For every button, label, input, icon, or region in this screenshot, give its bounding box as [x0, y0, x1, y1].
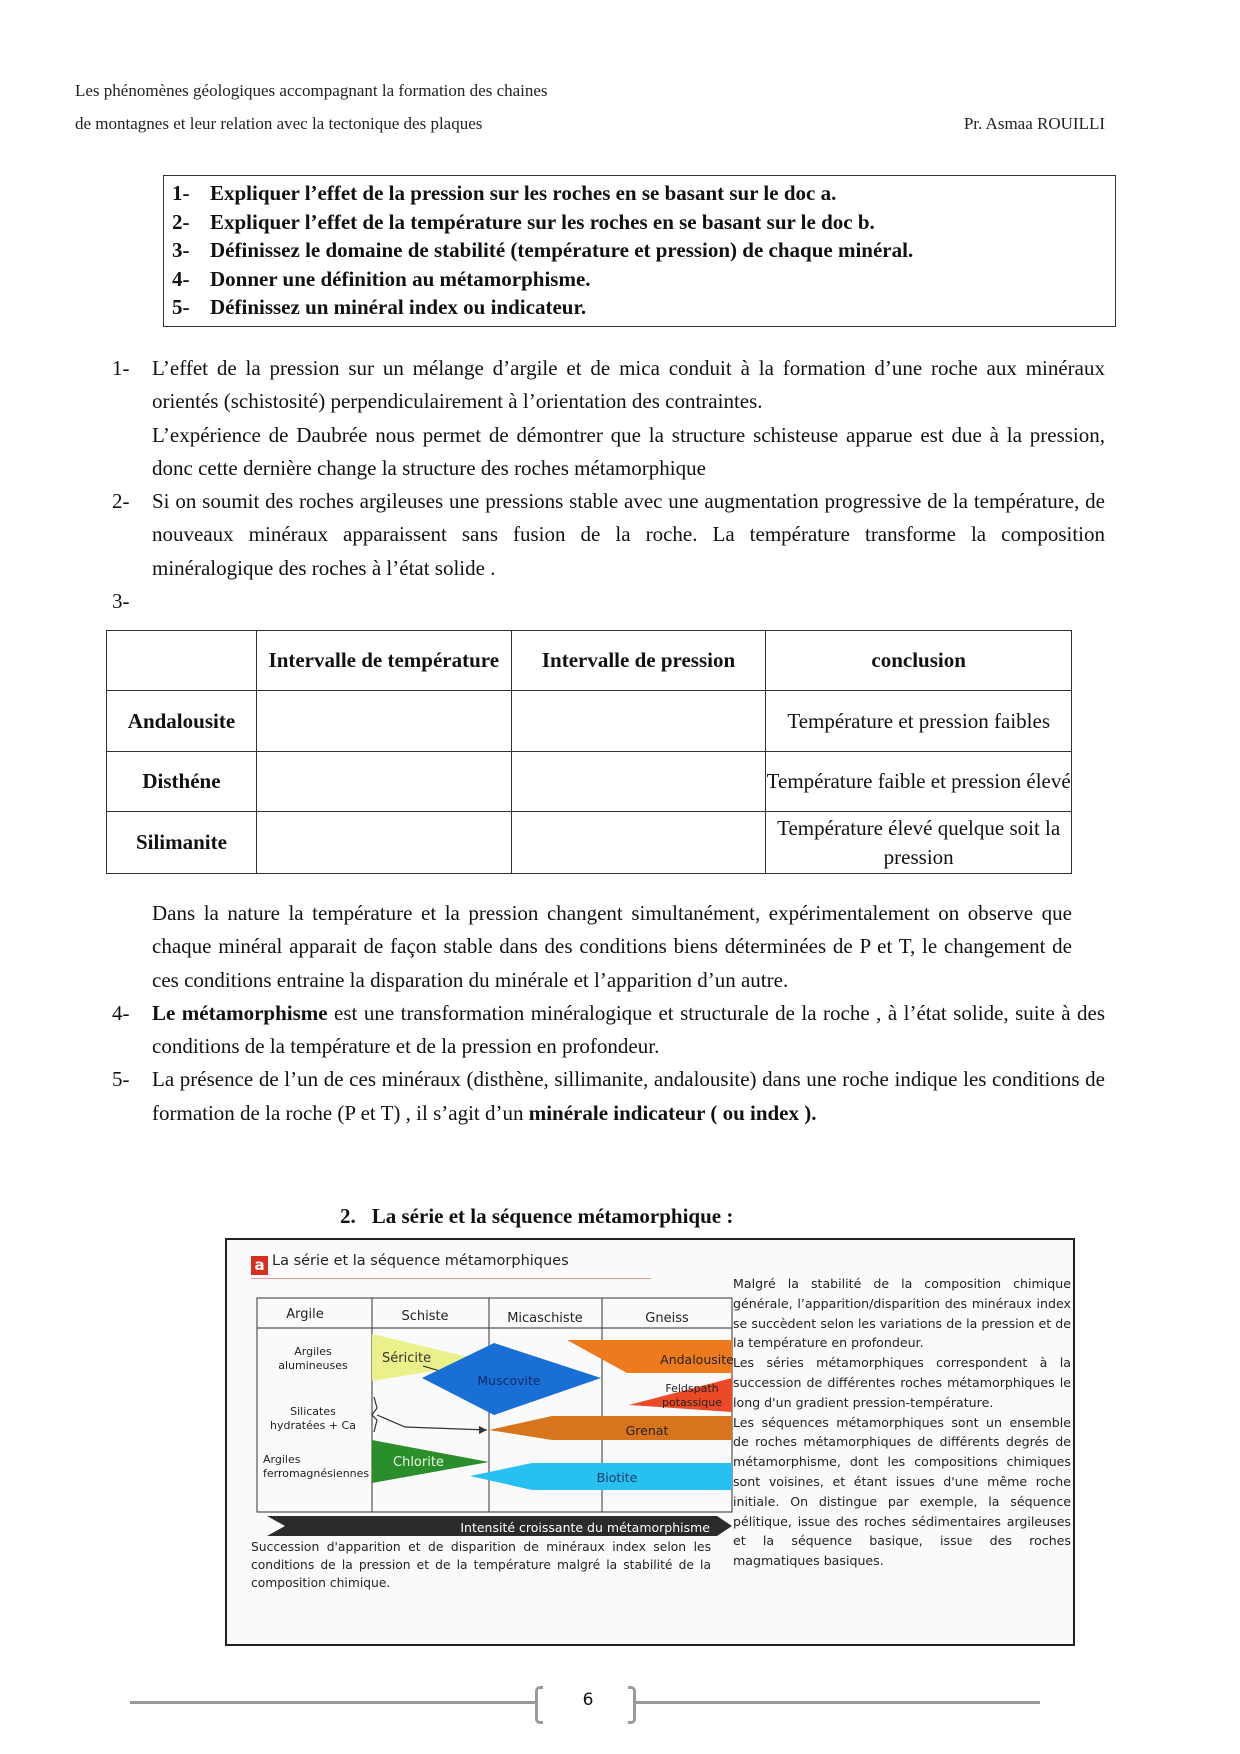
stability-table	[106, 630, 1072, 874]
question-item: 3- Définissez le domaine de stabilité (température et pression) de chaque minéral.	[172, 238, 914, 262]
row-labels	[263, 1345, 369, 1480]
answer-3: 3-	[112, 589, 130, 614]
question-item: 5- Définissez un minéral index ou indicateur.	[172, 295, 587, 319]
page-number: 6	[582, 1690, 594, 1710]
question-item: 2- Expliquer l’effet de la température sur les roches en se basant sur le doc b.	[172, 209, 875, 234]
term-mineral-indicateur: minérale indicateur ( ou index ).	[528, 1100, 817, 1125]
header-title-line1: Les phénomènes géologiques accompagnant la formation des chaines	[75, 81, 548, 100]
temp-cell[interactable]	[256, 752, 511, 812]
section-title: 2. La série et la séquence métamorphique :	[340, 1204, 734, 1228]
svg-text:Feldspath: Feldspath	[665, 1382, 719, 1395]
header-conclusion: conclusion	[766, 631, 1072, 691]
answers-block-1	[112, 352, 1105, 618]
col-micaschiste: Micaschiste	[507, 1311, 583, 1326]
table-row	[107, 691, 1072, 752]
svg-text:ferromagnésiennes: ferromagnésiennes	[263, 1467, 370, 1480]
answer-2: 2- Si on soumit des roches argileuses une pressions stable avec une augmentation progressive de la température, de nouveaux minéraux apparaissent sans fusion de la roche. La température transforme la composition minéralogique des roches à l’état solide .	[112, 489, 1105, 580]
column-headers	[286, 1307, 689, 1326]
footer-bracket-left	[535, 1686, 543, 1724]
footer-bracket-right	[628, 1686, 636, 1724]
answer-4: 4- Le métamorphisme est une transformation minéralogique et structurale de la roche , à l’état solide, suite à des conditions de la température et de la pression en profondeur.	[112, 1000, 1105, 1059]
col-schiste: Schiste	[401, 1309, 449, 1324]
svg-text:hydratées + Ca: hydratées + Ca	[270, 1419, 356, 1432]
pression-cell[interactable]	[511, 691, 766, 752]
figure-side-text: Malgré la stabilité de la composition chimique générale, l’apparition/disparition des minéraux index se succèdent selon les variations de la pression et de la température en profondeur. Les séries métamorphiques correspondent à la succession de différentes roches métamorphiques le long d'un gradient pression-température. Les séquences métamorphiques sont un ensemble de roches métamorphiques de différents degrés de métamorphisme, dont les compositions chimiques sont voisines, et étant issues d'une même roche initiale. On distingue par exemple, la séquence pélitique, issue des roches sédimentaires argileuses et la séquence basique, issue des roches magmatiques basiques.	[733, 1276, 1071, 1569]
temp-cell[interactable]	[256, 691, 511, 752]
svg-text:Andalousite: Andalousite	[660, 1352, 734, 1367]
pression-cell[interactable]	[511, 812, 766, 874]
figure-metamorphic-series	[225, 1238, 1075, 1646]
mineral-name: Andalousite	[107, 691, 257, 752]
answer-1-continuation: L’expérience de Daubrée nous permet de démontrer que la structure schisteuse apparue est due à la pression, donc cette dernière change la structure des roches métamorphique	[152, 422, 1105, 480]
table-row	[107, 752, 1072, 812]
col-gneiss: Gneiss	[645, 1311, 689, 1326]
header-temperature: Intervalle de température	[256, 631, 511, 691]
intensity-label: Intensité croissante du métamorphisme	[460, 1520, 710, 1535]
figure-caption: Succession d'apparition et de disparition de minéraux index selon les conditions de la pression et de la température malgré la stabilité de la composition chimique.	[251, 1540, 711, 1590]
conclusion-cell: Température et pression faibles	[766, 691, 1072, 752]
svg-text:Séricite: Séricite	[382, 1351, 432, 1366]
mineral-name: Silimanite	[107, 812, 257, 874]
term-metamorphisme: Le métamorphisme	[152, 1000, 328, 1025]
page-footer	[130, 1682, 1040, 1722]
conclusion-cell: Température faible et pression élevé	[766, 752, 1072, 812]
nature-paragraph: Dans la nature la température et la pression changent simultanément, expérimentalement on observe que chaque minéral apparait de façon stable dans des conditions biens déterminées de P et T, le changement de ces conditions entraine la disparation du minérale et l’apparition d’un autre.	[152, 901, 1072, 992]
answer-5: 5- La présence de l’un de ces minéraux (disthène, sillimanite, andalousite) dans une roche indique les conditions de formation de la roche (P et T) , il s’agit d’un minérale indicateur ( ou index ).	[112, 1067, 1105, 1125]
svg-text:Silicates: Silicates	[290, 1405, 336, 1418]
question-item: 4- Donner une définition au métamorphisme.	[172, 266, 591, 291]
header-pression: Intervalle de pression	[511, 631, 766, 691]
conclusion-cell: Température élevé quelque soit la pression	[766, 812, 1072, 874]
answer-1: 1- L’effet de la pression sur un mélange d’argile et de mica conduit à la formation d’une roche aux minéraux orientés (schistosité) perpendiculairement à l’orientation des contraintes.	[112, 356, 1105, 414]
svg-text:Grenat: Grenat	[625, 1423, 669, 1438]
svg-text:alumineuses: alumineuses	[278, 1359, 348, 1372]
grenat-shape	[489, 1416, 732, 1440]
col-argile: Argile	[286, 1307, 324, 1322]
footer-line-right	[636, 1701, 1040, 1704]
svg-text:Chlorite: Chlorite	[393, 1455, 444, 1470]
figure-title: La série et la séquence métamorphiques	[272, 1253, 569, 1269]
page-header	[75, 74, 1105, 140]
table-header-row	[107, 631, 1072, 691]
svg-text:Muscovite: Muscovite	[477, 1373, 541, 1388]
temp-cell[interactable]	[256, 812, 511, 874]
header-title-line2: de montagnes et leur relation avec la tectonique des plaques	[75, 114, 483, 133]
pression-cell[interactable]	[511, 752, 766, 812]
table-row	[107, 812, 1072, 874]
answers-block-2	[112, 897, 1105, 1130]
header-author: Pr. Asmaa ROUILLI	[963, 114, 1105, 133]
footer-line-left	[130, 1701, 535, 1704]
mineral-name: Disthéne	[107, 752, 257, 812]
figure-tag: a	[251, 1256, 268, 1275]
svg-text:Argiles: Argiles	[294, 1345, 332, 1358]
svg-text:potassique: potassique	[661, 1396, 723, 1409]
questions-box	[163, 175, 1116, 327]
question-item: 1- Expliquer l’effet de la pression sur les roches en se basant sur le doc a.	[172, 181, 837, 205]
svg-text:Argiles: Argiles	[263, 1453, 301, 1466]
svg-text:Biotite: Biotite	[596, 1470, 638, 1485]
